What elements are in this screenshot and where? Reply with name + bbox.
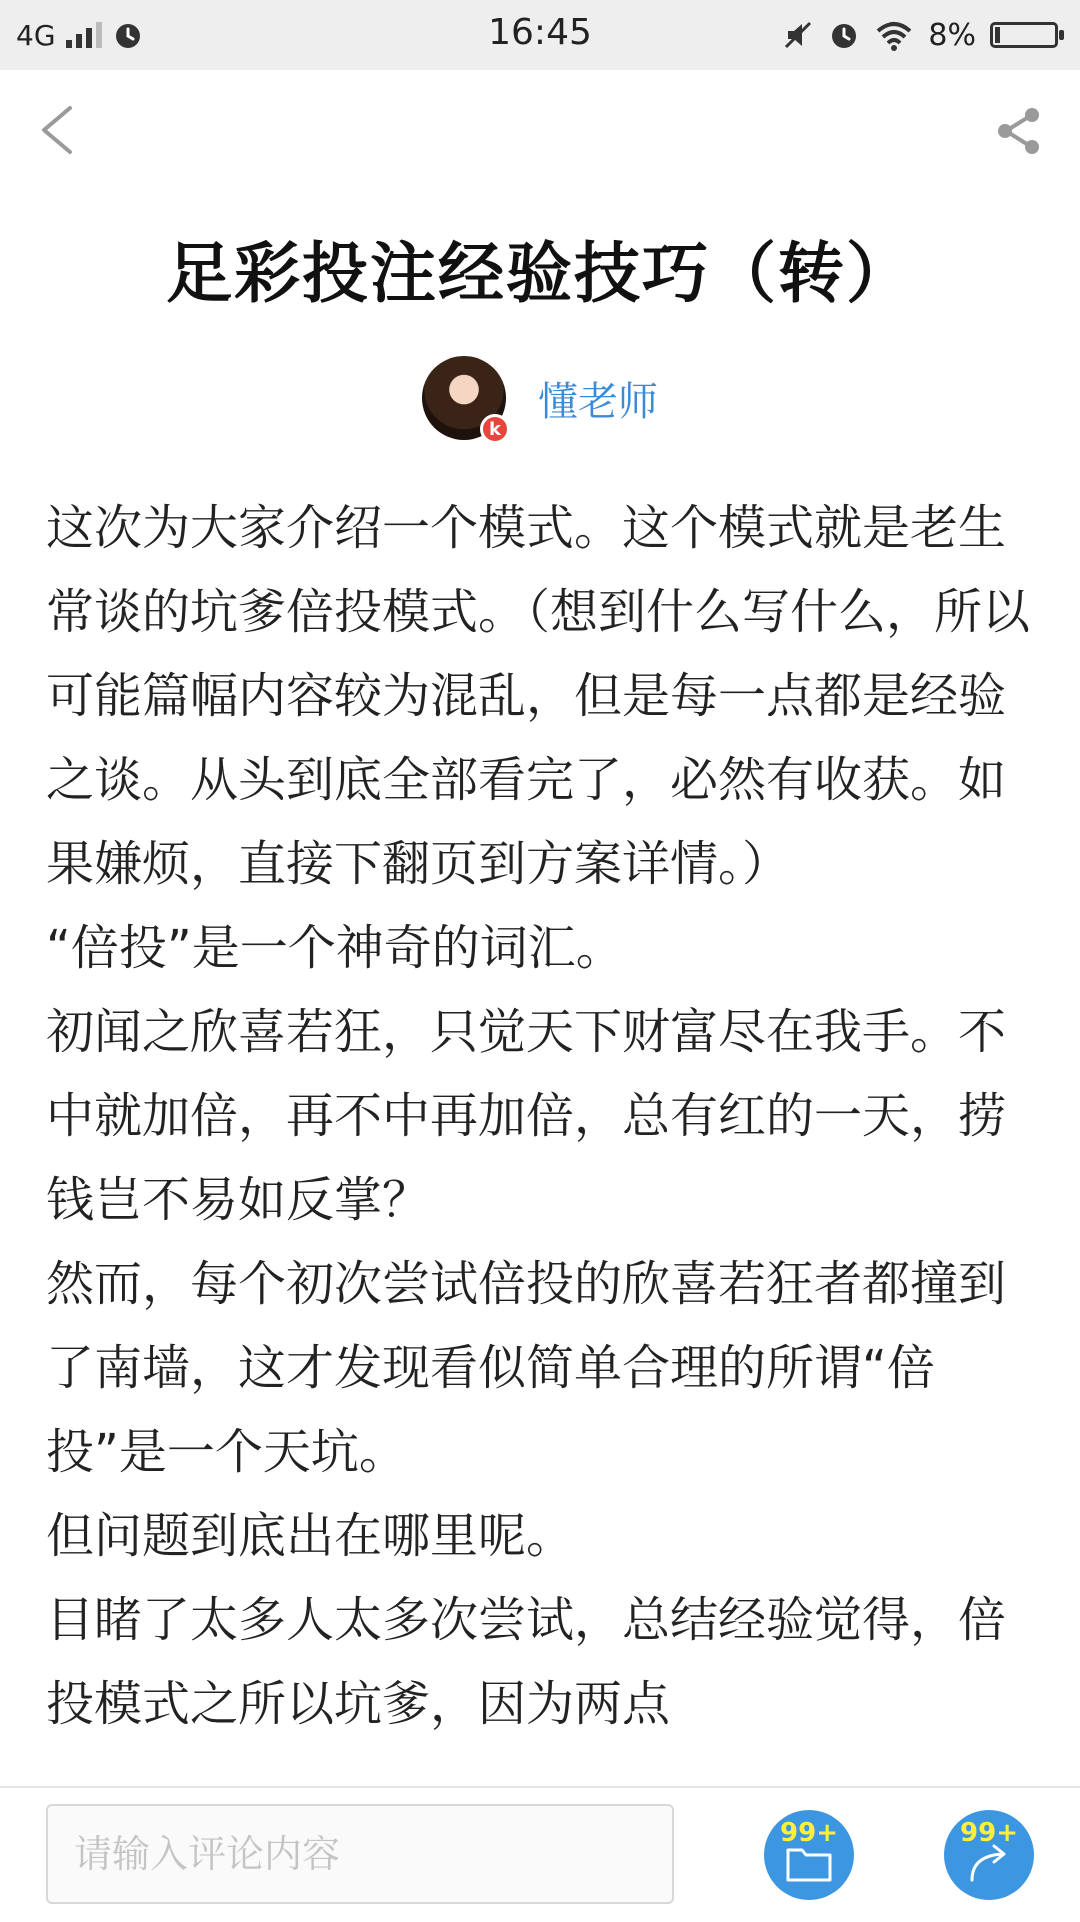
author-avatar[interactable] bbox=[422, 356, 506, 440]
collect-button[interactable] bbox=[764, 1810, 854, 1900]
status-time: 16:45 bbox=[488, 12, 592, 53]
back-icon[interactable] bbox=[30, 100, 90, 160]
wifi-icon bbox=[874, 19, 914, 51]
forward-arrow-icon bbox=[964, 1840, 1014, 1884]
article-title: 足彩投注经验技巧（转） bbox=[166, 235, 914, 312]
article-content bbox=[46, 486, 1040, 1786]
paragraph: 然而，每个初次尝试倍投的欣喜若狂者都撞到了南墙，这才发现看似简单合理的所谓“倍投”是一个天坑。 bbox=[46, 1256, 1007, 1480]
mute-icon bbox=[782, 19, 814, 51]
folder-icon bbox=[784, 1840, 834, 1884]
battery-icon bbox=[990, 22, 1058, 48]
battery-percent: 8% bbox=[928, 17, 976, 53]
comment-input[interactable] bbox=[46, 1804, 674, 1904]
comment-bar bbox=[0, 1786, 1080, 1922]
forward-count-badge: 99+ bbox=[960, 1818, 1018, 1848]
paragraph: 初闻之欣喜若狂，只觉天下财富尽在我手。不中就加倍，再不中再加倍，总有红的一天，捞钱岂不易如反掌？ bbox=[46, 1004, 1007, 1228]
share-icon[interactable] bbox=[994, 106, 1044, 156]
collect-count-badge: 99+ bbox=[780, 1818, 838, 1848]
author-row[interactable] bbox=[0, 356, 1080, 440]
paragraph: 这次为大家介绍一个模式。这个模式就是老生常谈的坑爹倍投模式。（想到什么写什么，所以可能篇幅内容较为混乱，但是每一点都是经验之谈。从头到底全部看完了，必然有收获。如果嫌烦，直接下翻页到方案详情。） bbox=[46, 500, 1031, 892]
alarm-icon bbox=[828, 19, 860, 51]
paragraph: 但问题到底出在哪里呢。 bbox=[46, 1508, 575, 1564]
paragraph: 目睹了太多人太多次尝试，总结经验觉得，倍投模式之所以坑爹，因为两点 bbox=[46, 1592, 1007, 1732]
verified-k-icon: k bbox=[480, 414, 510, 444]
status-bar bbox=[0, 0, 1080, 70]
nav-bar bbox=[0, 70, 1080, 190]
paragraph: “倍投”是一个神奇的词汇。 bbox=[46, 920, 624, 976]
author-name[interactable]: 懂老师 bbox=[538, 378, 658, 425]
status-right bbox=[782, 0, 1058, 70]
forward-button[interactable] bbox=[944, 1810, 1034, 1900]
network-type: 4G bbox=[16, 18, 56, 52]
